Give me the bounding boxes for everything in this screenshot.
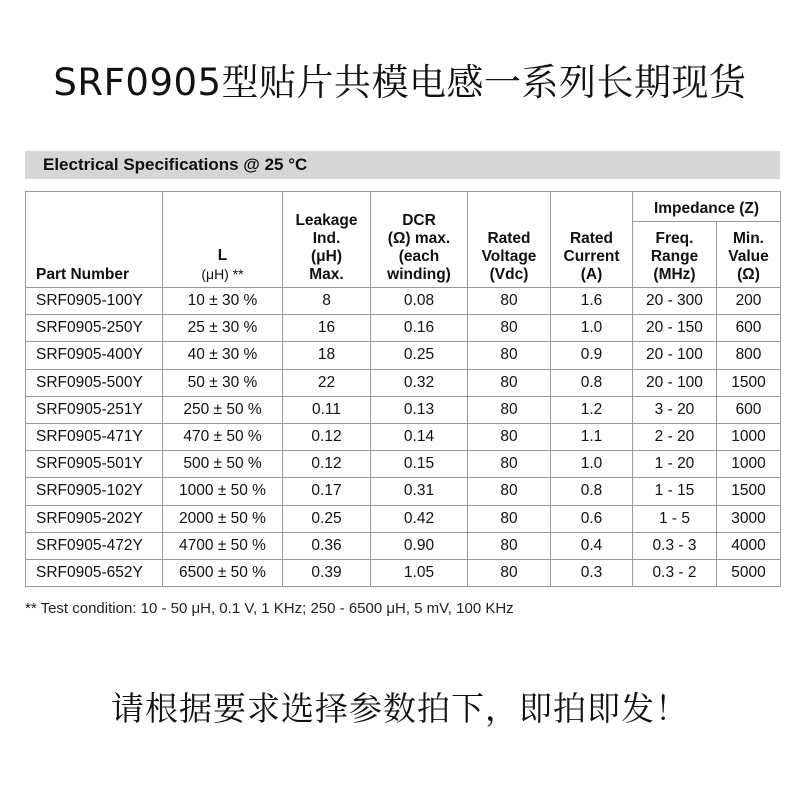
- cell-dcr: 0.15: [371, 451, 468, 478]
- cell-part: SRF0905-472Y: [26, 532, 163, 559]
- table-row: [26, 288, 781, 315]
- spec-header-bar: [25, 151, 780, 179]
- cell-part: SRF0905-400Y: [26, 342, 163, 369]
- cell-inductance: 10 ± 30 %: [163, 288, 283, 315]
- cell-inductance: 500 ± 50 %: [163, 451, 283, 478]
- header-impedance: Impedance (Z): [633, 192, 781, 222]
- table-row: [26, 369, 781, 396]
- table-row: [26, 315, 781, 342]
- cell-part: SRF0905-102Y: [26, 478, 163, 505]
- cell-impedance: 600: [717, 315, 781, 342]
- cell-impedance: 1000: [717, 451, 781, 478]
- cell-voltage: 80: [468, 532, 551, 559]
- cell-part: SRF0905-500Y: [26, 369, 163, 396]
- cell-inductance: 470 ± 50 %: [163, 423, 283, 450]
- cell-voltage: 80: [468, 451, 551, 478]
- cell-impedance: 600: [717, 396, 781, 423]
- cell-part: SRF0905-501Y: [26, 451, 163, 478]
- cell-freq: 0.3 - 3: [633, 532, 717, 559]
- cell-current: 0.9: [551, 342, 633, 369]
- cell-dcr: 0.16: [371, 315, 468, 342]
- cell-inductance: 1000 ± 50 %: [163, 478, 283, 505]
- header-min-value: Min. Value (Ω): [717, 222, 781, 288]
- cell-freq: 20 - 150: [633, 315, 717, 342]
- cell-part: SRF0905-652Y: [26, 559, 163, 586]
- cell-dcr: 0.14: [371, 423, 468, 450]
- cell-inductance: 6500 ± 50 %: [163, 559, 283, 586]
- cell-leakage: 18: [283, 342, 371, 369]
- cell-dcr: 0.32: [371, 369, 468, 396]
- cell-impedance: 1000: [717, 423, 781, 450]
- cell-leakage: 0.39: [283, 559, 371, 586]
- cell-freq: 1 - 5: [633, 505, 717, 532]
- table-row: [26, 532, 781, 559]
- table-row: [26, 559, 781, 586]
- cell-voltage: 80: [468, 315, 551, 342]
- order-instruction: 请根据要求选择参数拍下，即拍即发！: [111, 689, 689, 728]
- cell-dcr: 0.25: [371, 342, 468, 369]
- cell-current: 0.8: [551, 478, 633, 505]
- cell-impedance: 200: [717, 288, 781, 315]
- cell-freq: 3 - 20: [633, 396, 717, 423]
- cell-impedance: 1500: [717, 478, 781, 505]
- cell-part: SRF0905-471Y: [26, 423, 163, 450]
- cell-current: 1.0: [551, 315, 633, 342]
- table-row: [26, 505, 781, 532]
- cell-freq: 2 - 20: [633, 423, 717, 450]
- header-rated-current: Rated Current (A): [551, 192, 633, 288]
- cell-leakage: 0.36: [283, 532, 371, 559]
- cell-current: 1.6: [551, 288, 633, 315]
- cell-voltage: 80: [468, 505, 551, 532]
- table-row: [26, 396, 781, 423]
- cell-part: SRF0905-251Y: [26, 396, 163, 423]
- header-leakage: Leakage Ind. (μH) Max.: [283, 192, 371, 288]
- cell-dcr: 0.90: [371, 532, 468, 559]
- cell-dcr: 0.13: [371, 396, 468, 423]
- cell-current: 1.1: [551, 423, 633, 450]
- cell-inductance: 40 ± 30 %: [163, 342, 283, 369]
- cell-leakage: 0.25: [283, 505, 371, 532]
- cell-impedance: 1500: [717, 369, 781, 396]
- cell-impedance: 3000: [717, 505, 781, 532]
- cell-freq: 0.3 - 2: [633, 559, 717, 586]
- cell-leakage: 0.12: [283, 423, 371, 450]
- cell-inductance: 250 ± 50 %: [163, 396, 283, 423]
- cell-current: 1.2: [551, 396, 633, 423]
- cell-leakage: 16: [283, 315, 371, 342]
- cell-impedance: 800: [717, 342, 781, 369]
- cell-voltage: 80: [468, 559, 551, 586]
- cell-part: SRF0905-250Y: [26, 315, 163, 342]
- test-condition-footnote: ** Test condition: 10 - 50 μH, 0.1 V, 1 KHz; 250 - 6500 μH, 5 mV, 100 KHz: [25, 600, 514, 617]
- cell-freq: 20 - 100: [633, 369, 717, 396]
- cell-impedance: 4000: [717, 532, 781, 559]
- header-dcr: DCR (Ω) max. (each winding): [371, 192, 468, 288]
- cell-dcr: 0.08: [371, 288, 468, 315]
- cell-current: 0.8: [551, 369, 633, 396]
- cell-voltage: 80: [468, 396, 551, 423]
- cell-impedance: 5000: [717, 559, 781, 586]
- header-rated-voltage: Rated Voltage (Vdc): [468, 192, 551, 288]
- cell-voltage: 80: [468, 342, 551, 369]
- cell-dcr: 0.42: [371, 505, 468, 532]
- cell-freq: 1 - 20: [633, 451, 717, 478]
- cell-voltage: 80: [468, 369, 551, 396]
- table-row: [26, 451, 781, 478]
- cell-leakage: 8: [283, 288, 371, 315]
- cell-freq: 20 - 100: [633, 342, 717, 369]
- spec-header-label: Electrical Specifications @ 25 °C: [43, 155, 308, 174]
- header-freq-range: Freq. Range (MHz): [633, 222, 717, 288]
- cell-voltage: 80: [468, 478, 551, 505]
- cell-current: 0.3: [551, 559, 633, 586]
- cell-leakage: 0.17: [283, 478, 371, 505]
- cell-current: 0.6: [551, 505, 633, 532]
- cell-inductance: 2000 ± 50 %: [163, 505, 283, 532]
- header-part-number: Part Number: [26, 192, 163, 288]
- cell-inductance: 4700 ± 50 %: [163, 532, 283, 559]
- cell-leakage: 0.12: [283, 451, 371, 478]
- cell-dcr: 1.05: [371, 559, 468, 586]
- cell-part: SRF0905-202Y: [26, 505, 163, 532]
- page-title: SRF0905型贴片共模电感一系列长期现货: [53, 61, 747, 104]
- cell-inductance: 50 ± 30 %: [163, 369, 283, 396]
- cell-freq: 1 - 15: [633, 478, 717, 505]
- table-row: [26, 423, 781, 450]
- spec-table: [25, 191, 781, 587]
- cell-dcr: 0.31: [371, 478, 468, 505]
- header-inductance: L (μH) **: [163, 192, 283, 288]
- cell-freq: 20 - 300: [633, 288, 717, 315]
- cell-leakage: 22: [283, 369, 371, 396]
- cell-current: 1.0: [551, 451, 633, 478]
- cell-voltage: 80: [468, 423, 551, 450]
- cell-leakage: 0.11: [283, 396, 371, 423]
- cell-voltage: 80: [468, 288, 551, 315]
- cell-part: SRF0905-100Y: [26, 288, 163, 315]
- table-row: [26, 478, 781, 505]
- cell-inductance: 25 ± 30 %: [163, 315, 283, 342]
- cell-current: 0.4: [551, 532, 633, 559]
- table-row: [26, 342, 781, 369]
